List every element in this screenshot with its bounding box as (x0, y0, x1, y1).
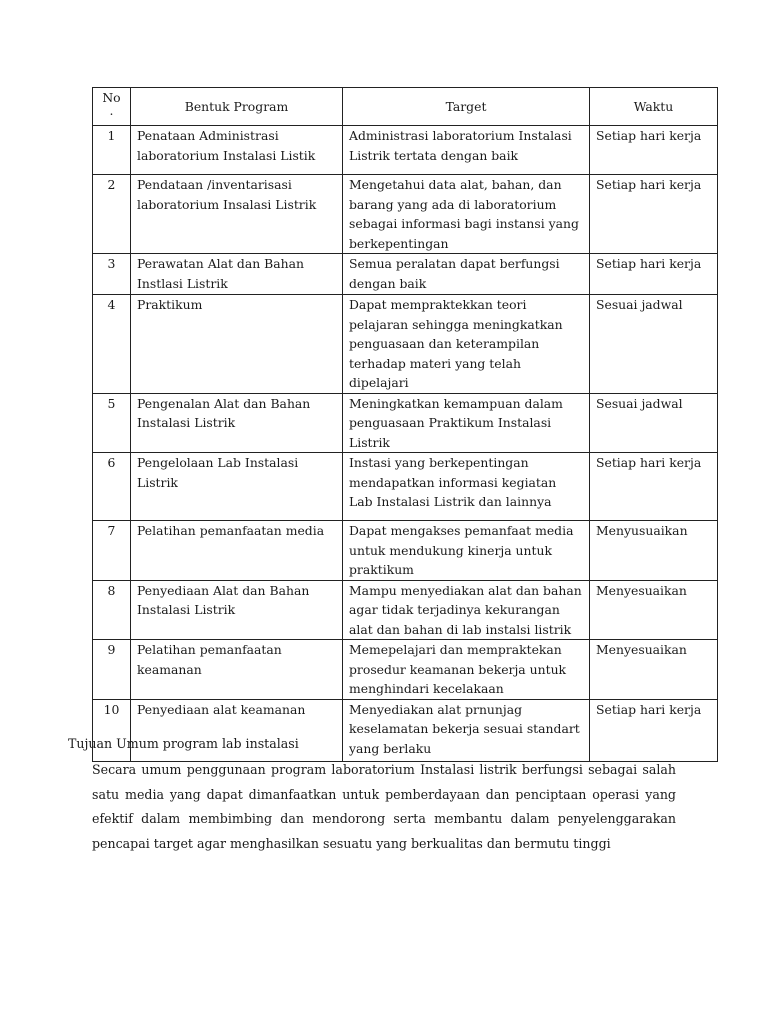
cell-time: Setiap hari kerja (590, 453, 718, 521)
cell-program: Pengenalan Alat dan Bahan Instalasi Listrik (131, 393, 343, 453)
cell-time: Sesuai jadwal (590, 393, 718, 453)
table-header-row (93, 88, 718, 126)
cell-no: 8 (93, 580, 131, 640)
header-program: Bentuk Program (131, 88, 343, 126)
table-row (93, 254, 718, 295)
cell-target: Instasi yang berkepentingan mendapatkan informasi kegiatan Lab Instalasi Listrik dan lainnya (343, 453, 590, 521)
cell-program: Penataan Administrasi laboratorium Instalasi Listik (131, 126, 343, 175)
section-paragraph: Secara umum penggunaan program laboratorium Instalasi listrik berfungsi sebagai salah satu media yang dapat dimanfaatkan untuk pemberdayaan dan penciptaan operasi yang efektif dalam membimbing dan mendorong serta membantu dalam penyelenggarakan pencapai target agar menghasilkan sesuatu yang berkualitas dan bermutu tinggi (92, 762, 676, 851)
cell-program: Pengelolaan Lab Instalasi Listrik (131, 453, 343, 521)
cell-target: Dapat mengakses pemanfaat media untuk mendukung kinerja untuk praktikum (343, 521, 590, 581)
cell-target: Semua peralatan dapat berfungsi dengan baik (343, 254, 590, 295)
program-table (92, 87, 718, 762)
cell-program: Penyediaan alat keamanan (131, 699, 343, 761)
table-row (93, 393, 718, 453)
cell-no: 9 (93, 640, 131, 700)
header-no-label: No (102, 90, 121, 105)
header-time: Waktu (590, 88, 718, 126)
cell-target: Dapat mempraktekkan teori pelajaran sehingga meningkatkan penguasaan dan keterampilan terhadap materi yang telah dipelajari (343, 295, 590, 394)
cell-no: 2 (93, 175, 131, 254)
cell-time: Menyesuaikan (590, 580, 718, 640)
cell-program: Pelatihan pemanfaatan keamanan (131, 640, 343, 700)
header-no-dot: . (109, 103, 114, 118)
table-row (93, 580, 718, 640)
cell-target: Menyediakan alat prnunjag keselamatan bekerja sesuai standart yang berlaku (343, 699, 590, 761)
cell-time: Setiap hari kerja (590, 699, 718, 761)
cell-no: 6 (93, 453, 131, 521)
cell-target: Mampu menyediakan alat dan bahan agar tidak terjadinya kekurangan alat dan bahan di lab instalsi listrik (343, 580, 590, 640)
cell-time: Sesuai jadwal (590, 295, 718, 394)
cell-target: Meningkatkan kemampuan dalam penguasaan Praktikum Instalasi Listrik (343, 393, 590, 453)
cell-time: Setiap hari kerja (590, 254, 718, 295)
cell-no: 3 (93, 254, 131, 295)
table-row (93, 295, 718, 394)
cell-target: Memepelajari dan mempraktekan prosedur keamanan bekerja untuk menghindari kecelakaan (343, 640, 590, 700)
cell-program: Perawatan Alat dan Bahan Instlasi Listrik (131, 254, 343, 295)
cell-program: Praktikum (131, 295, 343, 394)
cell-no: 5 (93, 393, 131, 453)
cell-time: Menyusuaikan (590, 521, 718, 581)
cell-target: Mengetahui data alat, bahan, dan barang yang ada di laboratorium sebagai informasi bagi instansi yang berkepentingan (343, 175, 590, 254)
table-row (93, 126, 718, 175)
cell-no: 4 (93, 295, 131, 394)
cell-program: Pelatihan pemanfaatan media (131, 521, 343, 581)
cell-time: Menyesuaikan (590, 640, 718, 700)
table-row (93, 521, 718, 581)
table-row (93, 175, 718, 254)
header-no (93, 88, 131, 126)
header-target: Target (343, 88, 590, 126)
cell-no: 1 (93, 126, 131, 175)
cell-target: Administrasi laboratorium Instalasi Listrik tertata dengan baik (343, 126, 590, 175)
cell-time: Setiap hari kerja (590, 126, 718, 175)
table-row (93, 640, 718, 700)
cell-no: 10 (93, 699, 131, 761)
cell-no: 7 (93, 521, 131, 581)
cell-time: Setiap hari kerja (590, 175, 718, 254)
cell-program: Pendataan /inventarisasi laboratorium Insalasi Listrik (131, 175, 343, 254)
cell-program: Penyediaan Alat dan Bahan Instalasi Listrik (131, 580, 343, 640)
section-heading: Tujuan Umum program lab instalasi (68, 736, 299, 751)
table-row (93, 453, 718, 521)
